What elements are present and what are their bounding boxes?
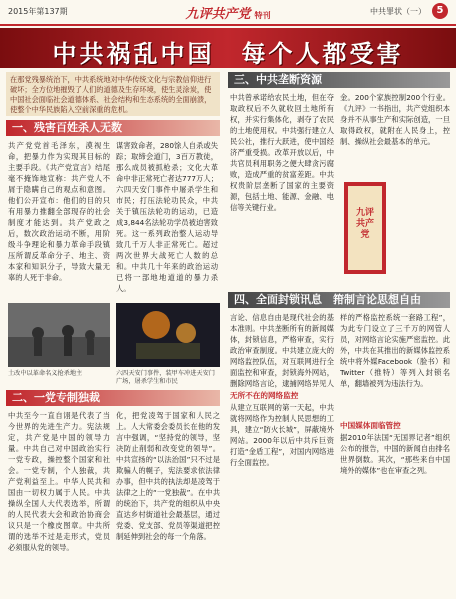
section-3-column-1: 中共曾承诺给农民土地，但在夺取政权后不久就收回土地所有权，并实行集体化，剥夺了农民的土地使用权。中共强行建立人民公社，推行大跃进，使中国经济严重受损。改革开放以后，中共官员利用职务之便大肆贪污腐败，造成严重的贫富差距。中共权贵阶层垄断了国家的主要资源，包括土地、能源、金融、电信等关键行业。 bbox=[230, 93, 334, 212]
section-4-subheading-1: 无所不在的网络监控 bbox=[230, 391, 299, 400]
intro-box: 在那党残暴统治下，中共系统地对中华传统文化与宗教信仰进行破坏；全方位地摧毁了人们的道德及生存环境，使生灵涂炭，使中国社会面临社会道德体系、社会结构和生态系统的全面崩溃，使整个中华民族陷入空前深重的危机。 bbox=[6, 72, 220, 116]
tiananmen-image bbox=[116, 303, 220, 367]
photo-1-caption: 土改中以革命名义抢杀地主 bbox=[8, 370, 83, 377]
issue-number: 2015年第137期 bbox=[8, 7, 68, 16]
section-1-column-1: 共产党党首毛泽东，漠视生命，把暴力作为实现其目标的主要手段。《共产党宣言》结尾毫不掩饰地宣称：共产党人不屑于隐瞒自己的观点和意图。他们公开宣布：他们的目的只有用暴力推翻全部现存的社会制度才能达到。共产党政之后，数次政治运动不断，用阶级斗争理论和暴力革命手段镇压所谓反革命分子、地主、资本家和知识分子，导致大量无辜的人死于非命。 bbox=[8, 141, 110, 282]
photo-2-caption: 六四天安门事件，装甲车冲进天安门广场，屠杀学生和市民 bbox=[116, 370, 215, 385]
book-graphic bbox=[340, 178, 450, 288]
section-4-column-1: 言论、信息自由是现代社会的基本准则。中共垄断所有的新闻媒体，封锁信息，严格审查，实行政治审查制度。中共建立庞大的网络监控队伍，对互联网进行全面监控和审查，封锁海外网站，删除网络言论，逮捕网络异见人 bbox=[230, 313, 334, 388]
section-1-column-2: 谋害致命者，280馀人自杀或失踪；取缔会道门，3百万教徒，那么成员被抓枪杀；文化大革命中非正常死亡者达777万人；六四天安门事件中屠杀学生和市民；打压法轮功民众，中共关于镇压法轮功的运动，已造成3,844名法轮功学员被迫害致死。这一系列政治整人运动导致几千万人非正常死亡。超过两次世界大战死亡人数的总和。中共几十年来的政治运动已将一部地地道道的暴力杀人。 bbox=[116, 141, 218, 293]
headline-banner bbox=[0, 28, 456, 68]
section-4-subheading-2: 中国媒体面临管控 bbox=[340, 421, 401, 430]
land-reform-photo bbox=[8, 303, 110, 367]
paper-subtitle: 特刊 bbox=[254, 11, 271, 20]
section-4-column-2b: 据2010年法国“无国界记者”组织公布的报告，中国的新闻自由排名世界倒数。其次，“那些来自中国境外的媒体”也在审查之列。 bbox=[340, 433, 450, 475]
section-3-column-2: 金。200个家族控制200个行业。《九评》一书指出，共产党组织本身并不从事生产和实际创造，一旦取得政权，就附在人民身上，控制、操纵社会最基本的单元。 bbox=[340, 93, 450, 146]
page-number: 5 bbox=[432, 3, 448, 19]
section-name: 中共罪状（一） bbox=[370, 7, 426, 16]
book-title: 九评共产党 bbox=[355, 208, 374, 240]
section-3-title: 三、中共垄断资源 bbox=[228, 72, 450, 88]
section-4-title: 四、全面封锁讯息 箝制言论思想自由 bbox=[228, 292, 450, 308]
headline-title: 中共祸乱中国 每个人都受害 bbox=[52, 40, 404, 68]
section-4-column-2: 样的严格监控系统一套路工程”，为此专门设立了三千万的网管人员，对网络言论实施严密监控。此外，中共在其推出的新媒体监控系统中将外媒Facebook（脸书）和Twitter（推特）等列入封锁名单，翻墙被列为违法行为。 bbox=[340, 313, 450, 388]
section-1-title: 一、残害百姓杀人无数 bbox=[6, 120, 220, 136]
page-header bbox=[0, 0, 456, 26]
tiananmen-photo bbox=[116, 303, 220, 367]
section-2-column-2: 化，把党凌驾于国家和人民之上。人大常委会委员长在他的发言中强调，“坚持党的领导，坚决防止削弱和改变党的领导”。中共宣扬的“以法治国”只不过是欺骗人的幌子，宪法要求依法律办事，但中共的执法却是凌驾于法律之上的“一党独裁”。在中共的统治下，共产党的组织从中央直达乡村街道社会最基层，通过党委、党支部、党员等渠道把控制延伸到社会的每一个角落。 bbox=[116, 411, 220, 541]
section-2-title: 二、一党专制独裁 bbox=[6, 390, 220, 406]
section-2-column-1: 中共至今一直自诩是代表了当今世界的先进生产力。宪法规定，共产党是中国的领导力量。中共自己对中国政治实行一党专政，操控整个国家和社会。一党专制，个人独裁，共产党利益至上。中华人民共和国由一切权力属于人民。中共操纵全国人大代表选举，所谓的人民代表大会和政治协商会议只是一个橡皮图章。中共所谓的选举不过是走形式，党员必须服从党的领导。 bbox=[8, 411, 110, 552]
land-reform-image bbox=[8, 303, 110, 367]
section-4-column-1b: 从建立互联网的第一天起，中共就将网络作为控制人民思想的工具，建立“防火长城”，屏蔽境外网站。2000年以后中共斥巨资打造“金盾工程”，对国内网络进行全面监控。 bbox=[230, 403, 334, 467]
paper-title: 九评共产党 特刊 bbox=[185, 7, 271, 22]
